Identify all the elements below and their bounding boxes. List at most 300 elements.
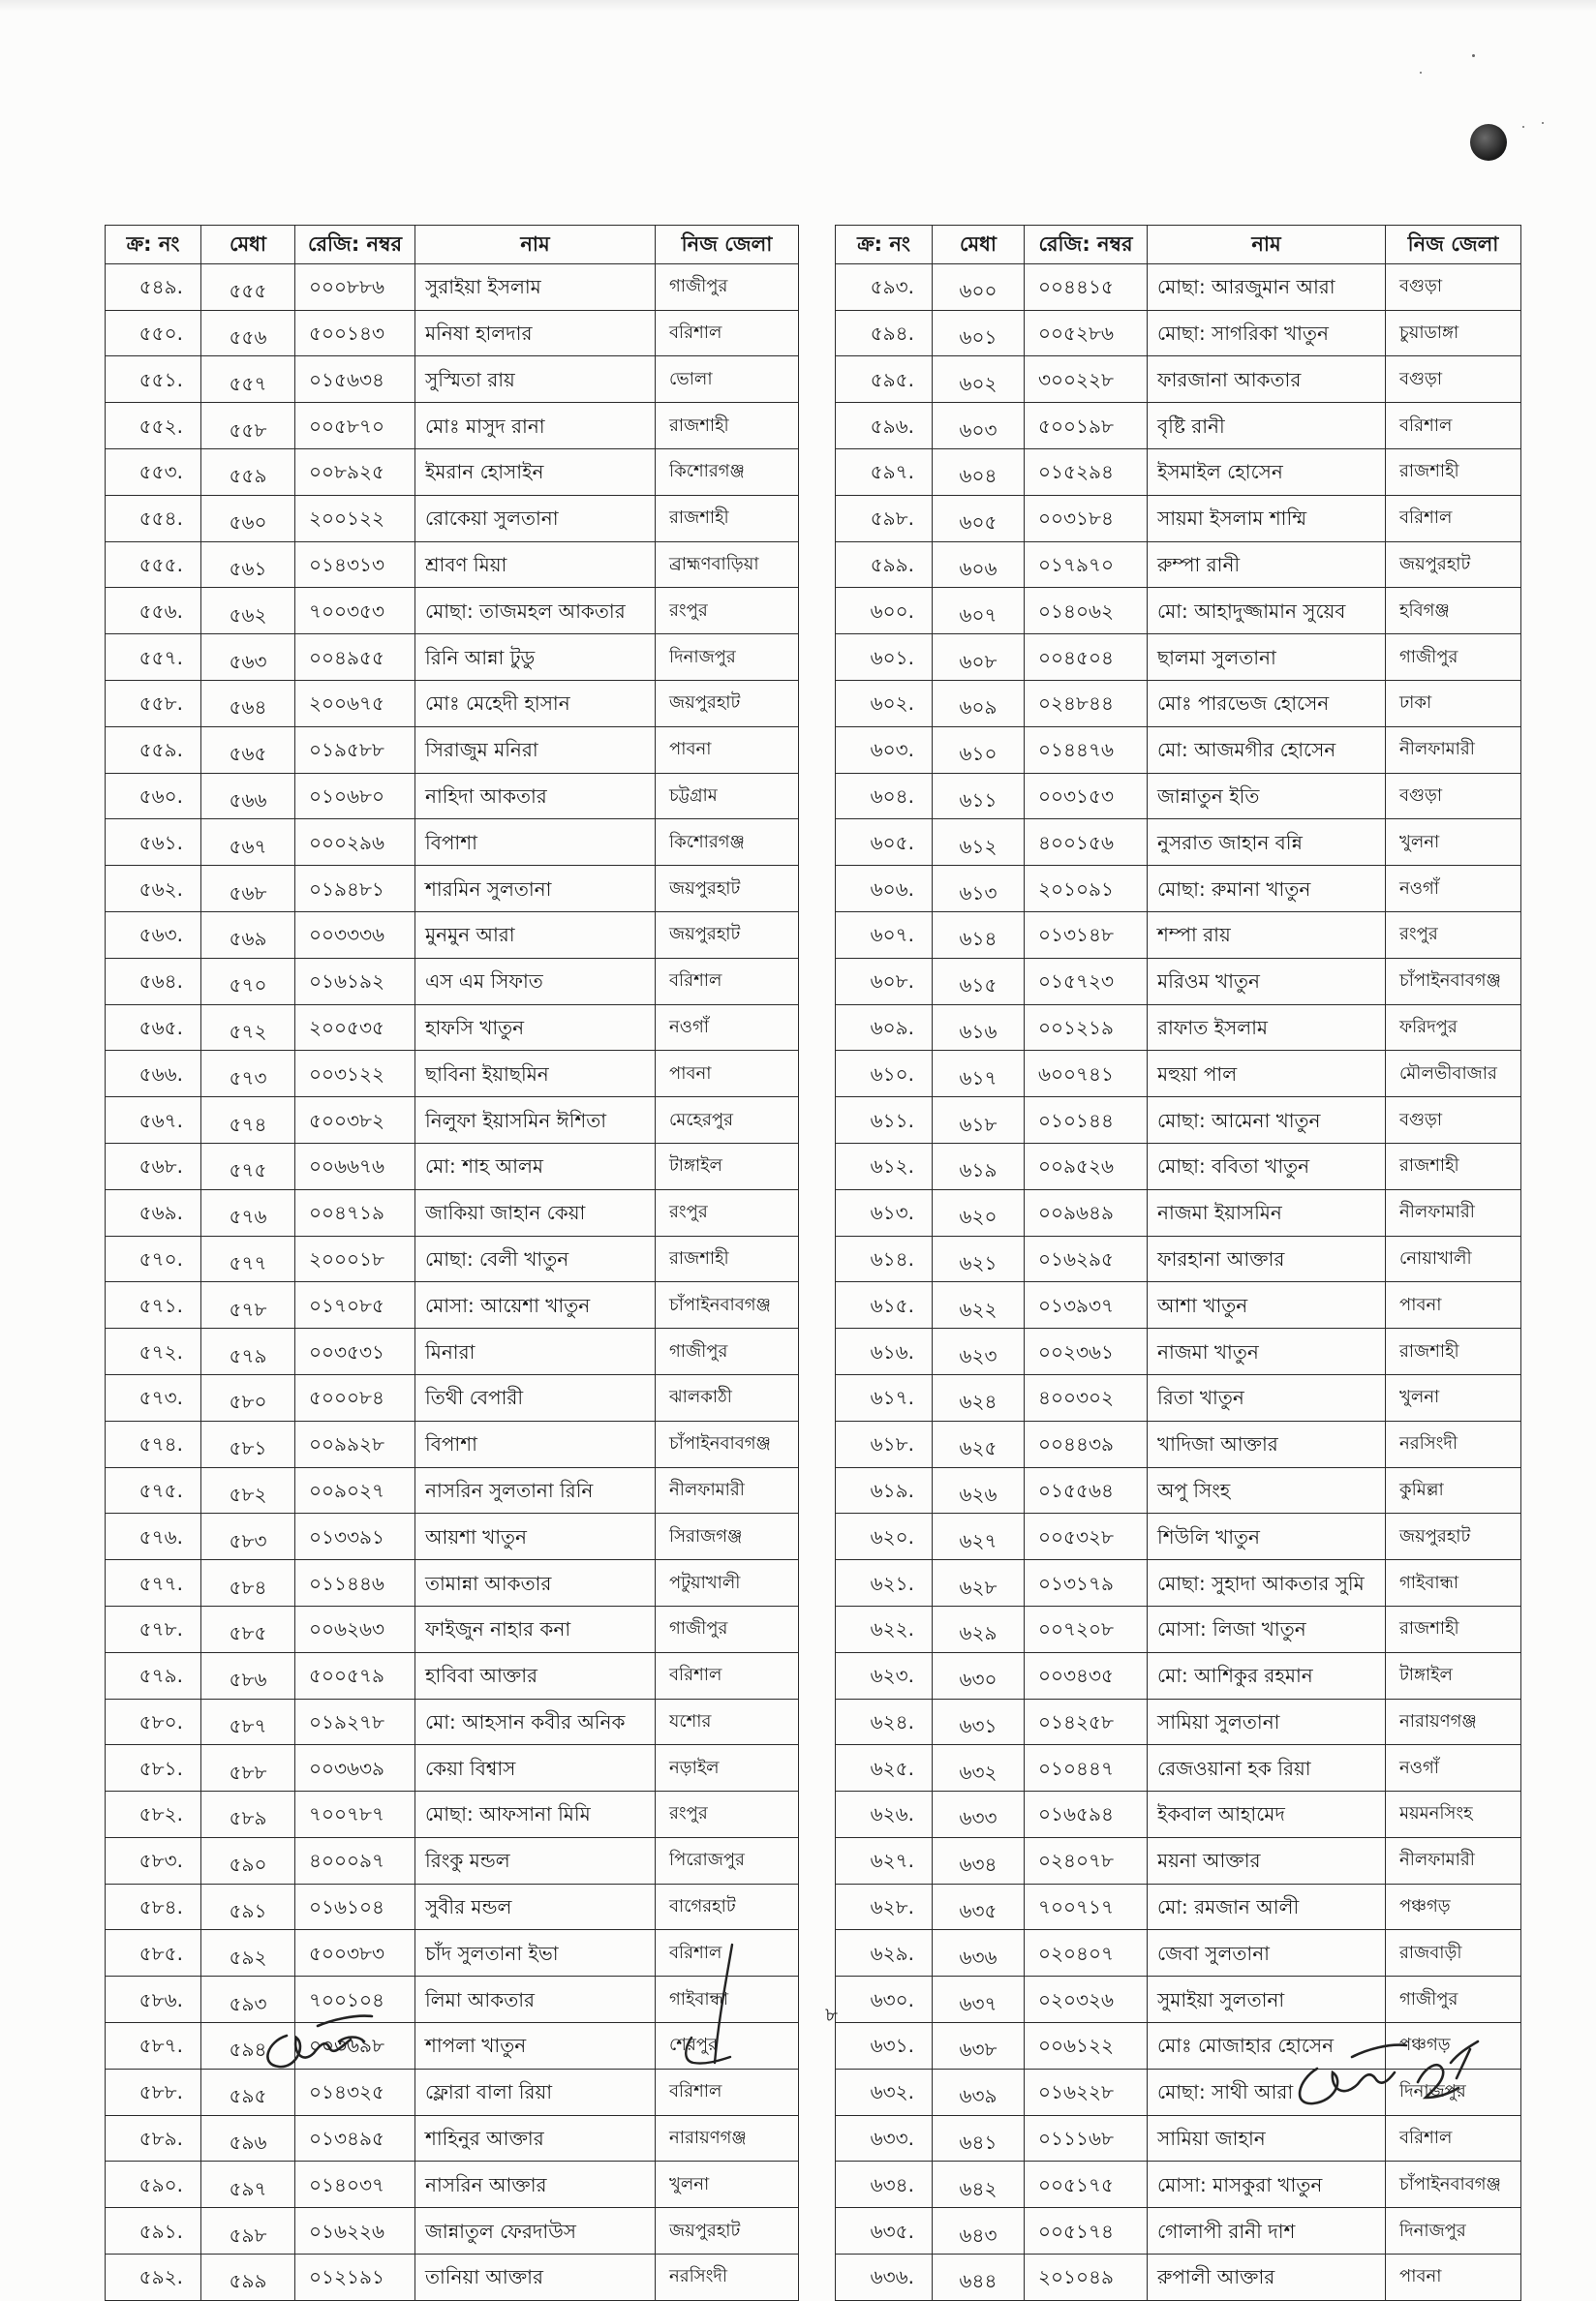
name-cell: নাহিদা আকতার [415,773,656,819]
table-row [836,1745,1521,1792]
header-reg: রেজি: নম্বর [295,226,415,264]
serial-cell: ৫৫০. [106,310,201,356]
merit-cell: ৬৩৩ [933,1792,1025,1838]
name-cell: ইকবাল আহামেদ [1148,1792,1386,1838]
district-cell: জয়পুরহাট [656,680,799,726]
name-cell: সুবীর মন্ডল [415,1884,656,1930]
punch-hole [1470,124,1507,161]
serial-cell: ৫৬৭. [106,1097,201,1144]
reg-number-cell: ০০৪৫০৪ [1025,634,1148,681]
reg-number-cell: ০১৩৪৯৫ [295,2115,415,2162]
serial-cell: ৬১১. [836,1097,933,1144]
table-row [106,2208,799,2255]
reg-number-cell: ০১৩৩৯১ [295,1514,415,1560]
district-cell: চাঁপাইনবাবগঞ্জ [1386,2162,1521,2208]
serial-cell: ৬২৯. [836,1930,933,1977]
name-cell: নাজমা ইয়াসমিন [1148,1189,1386,1236]
serial-cell: ৫৫১. [106,356,201,403]
district-cell: ভোলা [656,356,799,403]
merit-cell: ৫৯৪ [201,2023,295,2070]
name-cell: মোছা: আমেনা খাতুন [1148,1097,1386,1144]
reg-number-cell: ০১৯৪৮১ [295,866,415,912]
name-cell: নাসরিন সুলতানা রিনি [415,1467,656,1514]
reg-number-cell: ০২৪৮৪৪ [1025,680,1148,726]
name-cell: মোছা: রুমানা খাতুন [1148,866,1386,912]
signature-left [250,1997,385,2080]
merit-cell: ৬২০ [933,1189,1025,1236]
reg-number-cell: ০১৬৫৯৪ [1025,1792,1148,1838]
name-cell: চাঁদ সুলতানা ইভা [415,1930,656,1977]
merit-cell: ৬২৯ [933,1606,1025,1652]
district-cell: বরিশাল [1386,495,1521,541]
merit-cell: ৫৬৪ [201,680,295,726]
district-cell: ময়মনসিংহ [1386,1792,1521,1838]
name-cell: হাফসি খাতুন [415,1004,656,1051]
reg-number-cell: ৩০০২২৮ [1025,356,1148,403]
name-cell: মো: আজমগীর হোসেন [1148,726,1386,773]
table-header-row [106,226,799,264]
table-row [106,2162,799,2208]
serial-cell: ৬৩৫. [836,2208,933,2255]
merit-cell: ৬২৪ [933,1374,1025,1421]
table-row [106,1143,799,1189]
district-cell: যশোর [656,1699,799,1745]
serial-cell: ৬১৯. [836,1467,933,1514]
reg-number-cell: ০০৫২৮৬ [1025,310,1148,356]
district-cell: রাজশাহী [656,1236,799,1282]
name-cell: মোসা: লিজা খাতুন [1148,1606,1386,1652]
merit-cell: ৫৮৯ [201,1792,295,1838]
merit-cell: ৫৮৭ [201,1699,295,1745]
serial-cell: ৬০৯. [836,1004,933,1051]
name-cell: শারমিন সুলতানা [415,866,656,912]
table-row [106,819,799,866]
name-cell: মনিষা হালদার [415,310,656,356]
table-row [836,1514,1521,1560]
serial-cell: ৫৮২. [106,1792,201,1838]
signature-right [1288,2030,1491,2117]
reg-number-cell: ০১১৪৪৬ [295,1560,415,1607]
merit-cell: ৫৬৩ [201,634,295,681]
table-row [106,911,799,958]
merit-cell: ৫৮৮ [201,1745,295,1792]
merit-cell: ৬০৬ [933,541,1025,588]
reg-number-cell: ০১৩১৪৮ [1025,911,1148,958]
reg-number-cell: ০০৩৪৩৫ [1025,1652,1148,1699]
table-row [106,1884,799,1930]
table-row [106,1329,799,1375]
district-cell: বগুড়া [1386,263,1521,310]
table-row [836,634,1521,681]
reg-number-cell: ০১৩৯৩৭ [1025,1282,1148,1329]
reg-number-cell: ০০৩১৮৪ [1025,495,1148,541]
serial-cell: ৫৭৩. [106,1374,201,1421]
serial-cell: ৬০৭. [836,911,933,958]
name-cell: মোসা: মাসকুরা খাতুন [1148,2162,1386,2208]
table-row [106,2115,799,2162]
name-cell: লিমা আকতার [415,1977,656,2023]
merit-cell: ৫৭৩ [201,1051,295,1097]
name-cell: মোঃ মেহেদী হাসান [415,680,656,726]
table-row [106,541,799,588]
reg-number-cell: ৭০০১০৪ [295,1977,415,2023]
reg-number-cell: ০০৭২০৮ [1025,1606,1148,1652]
merit-cell: ৫৬৬ [201,773,295,819]
name-cell: ফাইজুন নাহার কনা [415,1606,656,1652]
name-cell: মো: রমজান আলী [1148,1884,1386,1930]
reg-number-cell: ০১৬১৯২ [295,958,415,1004]
district-cell: রাজশাহী [1386,1143,1521,1189]
merit-cell: ৫৫৫ [201,263,295,310]
serial-cell: ৫৮৫. [106,1930,201,1977]
table-row [106,680,799,726]
table-row [836,2115,1521,2162]
table-row [106,356,799,403]
table-row [836,1606,1521,1652]
serial-cell: ৬০৮. [836,958,933,1004]
serial-cell: ৬৩২. [836,2069,933,2115]
serial-cell: ৫৫২. [106,403,201,449]
header-serial: ক্র: নং [106,226,201,264]
serial-cell: ৬১৭. [836,1374,933,1421]
table-row [106,726,799,773]
table-row [106,1514,799,1560]
district-cell: চাঁপাইনবাবগঞ্জ [656,1421,799,1467]
reg-number-cell: ৫০০১৯৮ [1025,403,1148,449]
reg-number-cell: ০২৪০৭৮ [1025,1837,1148,1884]
serial-cell: ৫৯৩. [836,263,933,310]
merit-cell: ৬৪২ [933,2162,1025,2208]
serial-cell: ৫৬৫. [106,1004,201,1051]
merit-cell: ৬৩৯ [933,2069,1025,2115]
merit-cell: ৬৩৮ [933,2023,1025,2070]
table-row [106,2255,799,2301]
serial-cell: ৫৬৬. [106,1051,201,1097]
serial-cell: ৫৮৭. [106,2023,201,2070]
reg-number-cell: ২০১০৯১ [1025,866,1148,912]
name-cell: আশা খাতুন [1148,1282,1386,1329]
district-cell: কুমিল্লা [1386,1467,1521,1514]
table-row [836,1699,1521,1745]
reg-number-cell: ০০০২৯৬ [295,819,415,866]
reg-number-cell: ০১৪৩১৩ [295,541,415,588]
district-cell: নারায়ণগঞ্জ [1386,1699,1521,1745]
district-cell: জয়পুরহাট [1386,541,1521,588]
reg-number-cell: ৬০০৭৪১ [1025,1051,1148,1097]
serial-cell: ৬০৪. [836,773,933,819]
serial-cell: ৫৯৬. [836,403,933,449]
table-row [836,819,1521,866]
name-cell: ফ্লোরা বালা রিয়া [415,2069,656,2115]
table-row [836,2208,1521,2255]
merit-cell: ৫৮২ [201,1467,295,1514]
serial-cell: ৬২২. [836,1606,933,1652]
merit-cell: ৬২৫ [933,1421,1025,1467]
scan-speck [1522,126,1524,128]
merit-cell: ৬০০ [933,263,1025,310]
table-row [106,1282,799,1329]
serial-cell: ৫৭১. [106,1282,201,1329]
name-cell: মো: শাহ আলম [415,1143,656,1189]
district-cell: ব্রাহ্মণবাড়িয়া [656,541,799,588]
table-row [106,1051,799,1097]
district-cell: রাজবাড়ী [1386,1930,1521,1977]
table-row [106,634,799,681]
serial-cell: ৫৭৫. [106,1467,201,1514]
district-cell: বগুড়া [1386,1097,1521,1144]
district-cell: পাবনা [656,1051,799,1097]
reg-number-cell: ৫০০৩৮২ [295,1097,415,1144]
serial-cell: ৫৪৯. [106,263,201,310]
district-cell: টাঙ্গাইল [656,1143,799,1189]
table-row [106,1374,799,1421]
reg-number-cell: ০০৪৯৫৫ [295,634,415,681]
serial-cell: ৬০২. [836,680,933,726]
serial-cell: ৫৯৯. [836,541,933,588]
table-row [106,1467,799,1514]
district-cell: নরসিংদী [1386,1421,1521,1467]
reg-number-cell: ০১০৪৪৭ [1025,1745,1148,1792]
district-cell: চট্টগ্রাম [656,773,799,819]
name-cell: ছাবিনা ইয়াছমিন [415,1051,656,1097]
reg-number-cell: ০০৫১৭৪ [1025,2208,1148,2255]
serial-cell: ৫৭৮. [106,1606,201,1652]
table-row [836,1329,1521,1375]
merit-cell: ৬০৯ [933,680,1025,726]
reg-number-cell: ০০৬২৬৩ [295,1606,415,1652]
name-cell: ইসমাইল হোসেন [1148,448,1386,495]
reg-number-cell: ০১৪০৬২ [1025,588,1148,634]
district-cell: পাবনা [1386,2255,1521,2301]
reg-number-cell: ০১৭৯৭০ [1025,541,1148,588]
merit-cell: ৬৩৫ [933,1884,1025,1930]
name-cell: সিরাজুম মনিরা [415,726,656,773]
table-row [836,263,1521,310]
table-row [836,773,1521,819]
reg-number-cell: ০০৫৮৭০ [295,403,415,449]
serial-cell: ৬২১. [836,1560,933,1607]
name-cell: রিংকু মন্ডল [415,1837,656,1884]
merit-cell: ৫৯৬ [201,2115,295,2162]
merit-cell: ৬১৪ [933,911,1025,958]
district-cell: রংপুর [656,588,799,634]
serial-cell: ৫৯৮. [836,495,933,541]
serial-cell: ৫৫৫. [106,541,201,588]
district-cell: পিরোজপুর [656,1837,799,1884]
reg-number-cell: ০০৯৯২৮ [295,1421,415,1467]
district-cell: টাঙ্গাইল [1386,1652,1521,1699]
reg-number-cell: ৫০০১৪৩ [295,310,415,356]
reg-number-cell: ০০৪৪১৫ [1025,263,1148,310]
reg-number-cell: ০১৯২৭৮ [295,1699,415,1745]
header-district: নিজ জেলা [1386,226,1521,264]
merit-cell: ৬২৬ [933,1467,1025,1514]
name-cell: মহুয়া পাল [1148,1051,1386,1097]
serial-cell: ৬৩৪. [836,2162,933,2208]
header-district: নিজ জেলা [656,226,799,264]
merit-cell: ৬২৮ [933,1560,1025,1607]
name-cell: শিউলি খাতুন [1148,1514,1386,1560]
reg-number-cell: ০০৩৩৩৬ [295,911,415,958]
district-cell: খুলনা [1386,1374,1521,1421]
reg-number-cell: ০১৫৭২৩ [1025,958,1148,1004]
header-merit: মেধা [933,226,1025,264]
serial-cell: ৫৯২. [106,2255,201,2301]
serial-cell: ৫৬২. [106,866,201,912]
district-cell: রাজশাহী [1386,1606,1521,1652]
table-row [106,263,799,310]
district-cell: ঢাকা [1386,680,1521,726]
name-cell: শম্পা রায় [1148,911,1386,958]
merit-cell: ৫৮৬ [201,1652,295,1699]
merit-cell: ৫৯১ [201,1884,295,1930]
serial-cell: ৬৩১. [836,2023,933,2070]
merit-cell: ৫৭৫ [201,1143,295,1189]
reg-number-cell: ০১২১৯১ [295,2255,415,2301]
serial-cell: ৬১৬. [836,1329,933,1375]
table-row [106,773,799,819]
table-row [836,495,1521,541]
serial-cell: ৬১৪. [836,1236,933,1282]
table-row [106,1606,799,1652]
merit-cell: ৫৭৬ [201,1189,295,1236]
table-row [106,403,799,449]
name-cell: শ্রাবণ মিয়া [415,541,656,588]
serial-cell: ৫৭৬. [106,1514,201,1560]
table-row [836,1236,1521,1282]
merit-cell: ৬৪১ [933,2115,1025,2162]
table-row [836,448,1521,495]
name-cell: রুপালী আক্তার [1148,2255,1386,2301]
name-cell: মোছা: সাগরিকা খাতুন [1148,310,1386,356]
serial-cell: ৫৬৩. [106,911,201,958]
table-row [836,1560,1521,1607]
table-row [836,1374,1521,1421]
district-cell: জয়পুরহাট [1386,1514,1521,1560]
table-row [836,1143,1521,1189]
merit-cell: ৫৯০ [201,1837,295,1884]
district-cell: দিনাজপুর [1386,2069,1521,2115]
reg-number-cell: ০০০৮৮৬ [295,263,415,310]
merit-cell: ৬৩৭ [933,1977,1025,2023]
serial-cell: ৫৫৭. [106,634,201,681]
merit-cell: ৫৭২ [201,1004,295,1051]
reg-number-cell: ০১০১৪৪ [1025,1097,1148,1144]
serial-cell: ৫৭০. [106,1236,201,1282]
serial-cell: ৫৫৪. [106,495,201,541]
name-cell: রিতা খাতুন [1148,1374,1386,1421]
district-cell: গাজীপুর [656,263,799,310]
reg-number-cell: ০০৬৬৭৬ [295,1143,415,1189]
table-row [836,680,1521,726]
district-cell: নওগাঁ [1386,1745,1521,1792]
merit-cell: ৬১৭ [933,1051,1025,1097]
district-cell: বরিশাল [656,1930,799,1977]
serial-cell: ৫৬৮. [106,1143,201,1189]
reg-number-cell: ৭০০৩৫৩ [295,588,415,634]
serial-cell: ৫৫৬. [106,588,201,634]
name-cell: বিপাশা [415,819,656,866]
merit-cell: ৬৩৪ [933,1837,1025,1884]
name-cell: নাজমা খাতুন [1148,1329,1386,1375]
reg-number-cell: ০১৪২৫৮ [1025,1699,1148,1745]
name-cell: মোঃ মোজাহার হোসেন [1148,2023,1386,2070]
serial-cell: ৬০১. [836,634,933,681]
name-cell: ইমরান হোসাইন [415,448,656,495]
reg-number-cell: ০০৩৫৩১ [295,1329,415,1375]
merit-cell: ৫৯৭ [201,2162,295,2208]
name-cell: জান্নাতুন ইতি [1148,773,1386,819]
name-cell: গোলাপী রানী দাশ [1148,2208,1386,2255]
serial-cell: ৬২৩. [836,1652,933,1699]
merit-cell: ৫৬৮ [201,866,295,912]
name-cell: শাপলা খাতুন [415,2023,656,2070]
district-cell: নীলফামারী [1386,726,1521,773]
serial-cell: ৫৭৪. [106,1421,201,1467]
merit-cell: ৫৭৪ [201,1097,295,1144]
name-cell: মোছা: সাথী আরা [1148,2069,1386,2115]
merit-cell: ৬১১ [933,773,1025,819]
district-cell: হবিগঞ্জ [1386,588,1521,634]
district-cell: বরিশাল [656,1652,799,1699]
name-cell: ছালমা সুলতানা [1148,634,1386,681]
reg-number-cell: ০১০৬৮০ [295,773,415,819]
table-row [836,1837,1521,1884]
name-cell: মিনারা [415,1329,656,1375]
table-row [836,1097,1521,1144]
district-cell: কিশোরগঞ্জ [656,448,799,495]
name-cell: বৃষ্টি রানী [1148,403,1386,449]
district-cell: রাজশাহী [656,403,799,449]
table-row [106,588,799,634]
name-cell: ময়না আক্তার [1148,1837,1386,1884]
name-cell: রিনি আন্না টুডু [415,634,656,681]
serial-cell: ৬৩০. [836,1977,933,2023]
serial-cell: ৬১৩. [836,1189,933,1236]
table-row [106,1236,799,1282]
table-row [106,1189,799,1236]
district-cell: ফরিদপুর [1386,1004,1521,1051]
scan-speck [1542,122,1544,124]
district-cell: বরিশাল [1386,2115,1521,2162]
name-cell: শাহিনুর আক্তার [415,2115,656,2162]
table-row [836,726,1521,773]
merit-cell: ৫৯২ [201,1930,295,1977]
table-row [106,1837,799,1884]
district-cell: নীলফামারী [1386,1837,1521,1884]
serial-cell: ৬১২. [836,1143,933,1189]
reg-number-cell: ৪০০০৯৭ [295,1837,415,1884]
merit-cell: ৫৫৭ [201,356,295,403]
reg-number-cell: ০১৪০৩৭ [295,2162,415,2208]
district-cell: বরিশাল [656,2069,799,2115]
district-cell: রংপুর [656,1189,799,1236]
name-cell: সুস্মিতা রায় [415,356,656,403]
serial-cell: ৫৮০. [106,1699,201,1745]
merit-cell: ৬৩০ [933,1652,1025,1699]
table-row [106,1560,799,1607]
merit-cell: ৫৭৯ [201,1329,295,1375]
reg-number-cell: ০১৪৪৭৬ [1025,726,1148,773]
serial-cell: ৫৯৫. [836,356,933,403]
district-cell: নীলফামারী [656,1467,799,1514]
reg-number-cell: ০০২৩৬১ [1025,1329,1148,1375]
serial-cell: ৬০০. [836,588,933,634]
serial-cell: ৫৮৪. [106,1884,201,1930]
merit-cell: ৬০৭ [933,588,1025,634]
reg-number-cell: ০২০৪০৭ [1025,1930,1148,1977]
serial-cell: ৬১৮. [836,1421,933,1467]
